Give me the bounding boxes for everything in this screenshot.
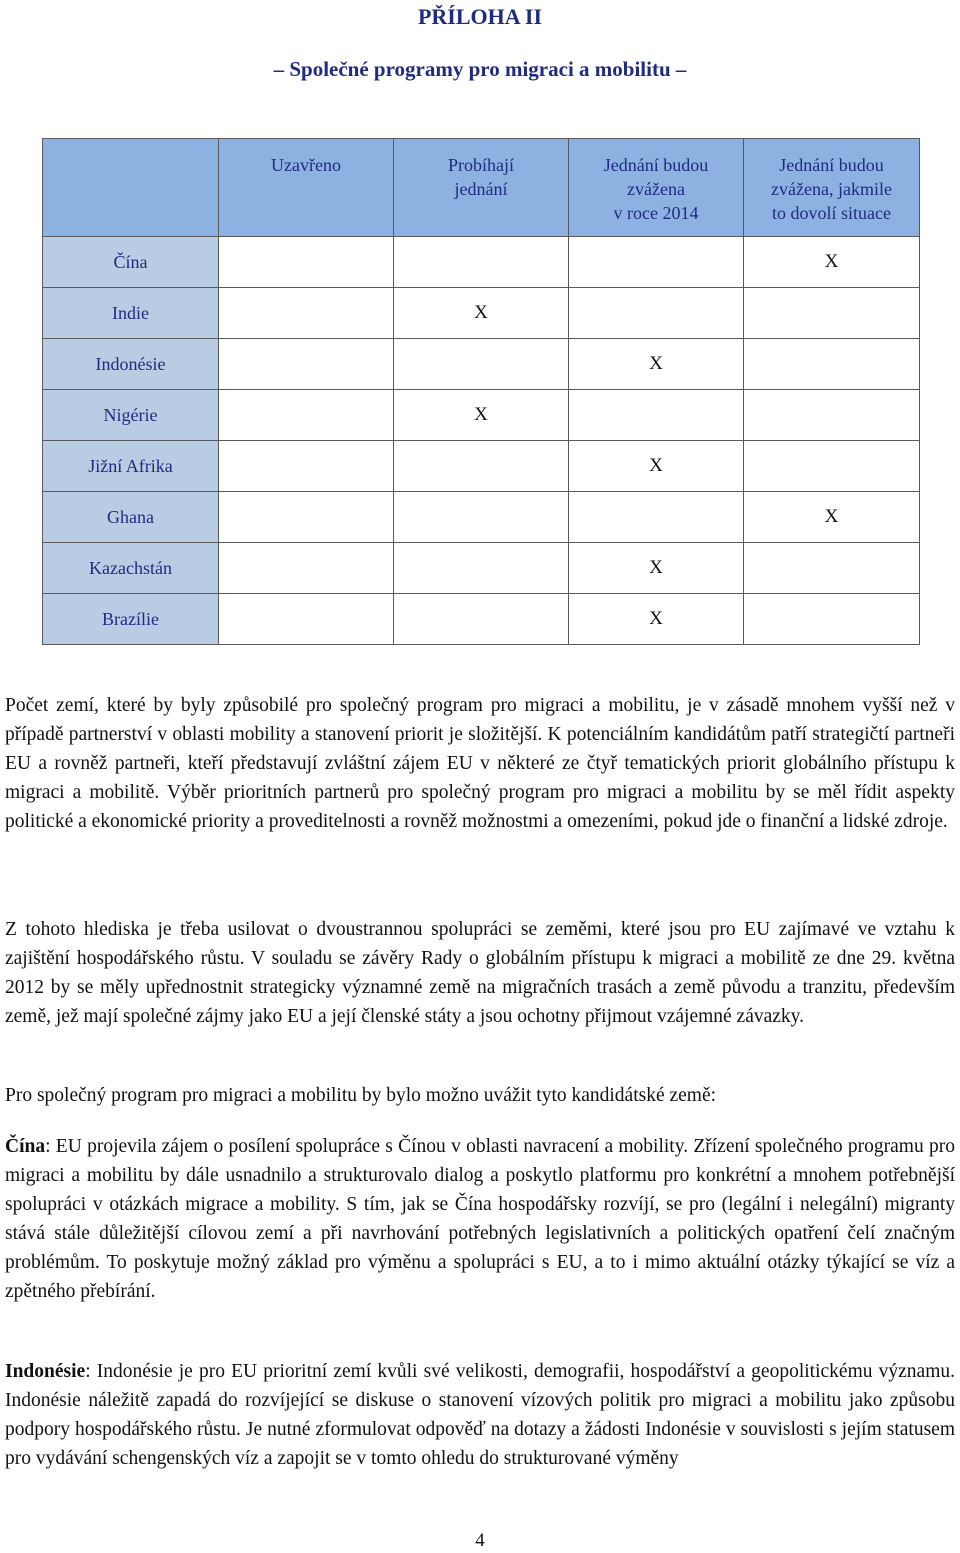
country-cell: Ghana xyxy=(43,492,219,543)
annex-subtitle: – Společné programy pro migraci a mobilitu – xyxy=(273,57,687,81)
status-cell xyxy=(219,594,394,645)
status-cell xyxy=(394,492,569,543)
status-cell xyxy=(744,339,920,390)
status-cell: X xyxy=(394,288,569,339)
status-cell xyxy=(394,441,569,492)
status-cell xyxy=(569,492,744,543)
status-cell xyxy=(569,288,744,339)
table-row xyxy=(43,492,920,543)
country-cell: Nigérie xyxy=(43,390,219,441)
table-row xyxy=(43,543,920,594)
paragraph: Z tohoto hlediska je třeba usilovat o dvoustrannou spolupráci se zeměmi, které jsou pro EU zajímavé ve vztahu k zajištění hospodářského růstu. V souladu se závěry Rady o globálním přístupu k migraci a mobilitě ze dne 29. května 2012 by se měly upřednostnit strategicky významné země na migračních trasách a země původu a tranzitu, především země, jež mají společné zájmy jako EU a její členské státy a jsou ochotny přijmout vzájemné závazky. xyxy=(5,919,955,1027)
page-number: 4 xyxy=(475,1530,485,1551)
status-cell xyxy=(569,390,744,441)
status-cell xyxy=(219,339,394,390)
paragraph-lead: Čína xyxy=(5,1136,46,1157)
paragraph-lead: Indonésie xyxy=(5,1361,86,1382)
paragraph-china xyxy=(5,1132,955,1306)
annex-title: PŘÍLOHA II xyxy=(417,4,543,29)
column-header: Uzavřeno xyxy=(219,139,394,237)
status-cell: X xyxy=(744,237,920,288)
paragraph-body: : EU projevila zájem o posílení spolupráce s Čínou v oblasti navracení a mobility. Zřízení společného programu pro migraci a mobilitu by dále usnadnilo a strukturovalo dialog a poskytlo platformu pro konkrétní a mnohem potřebnější spolupráci v otázkách migrace a mobility. S tím, jak se Čína hospodářsky rozvíjí, se pro (legální i nelegální) migranty stává stále důležitější cílovou zemí a při navrhování potřebných legislativních a politických opatření čelí značným problémům. To poskytuje možný základ pro výměnu a spolupráci s EU, a to i mimo aktuální otázky týkající se víz a zpětného přebírání. xyxy=(5,1136,955,1302)
status-cell xyxy=(219,492,394,543)
table-row xyxy=(43,339,920,390)
table-row xyxy=(43,390,920,441)
status-cell xyxy=(569,237,744,288)
status-cell xyxy=(744,594,920,645)
table-header-row xyxy=(43,139,920,237)
status-cell: X xyxy=(569,441,744,492)
country-cell: Brazílie xyxy=(43,594,219,645)
column-header: Jednání budou zvážena v roce 2014 xyxy=(569,139,744,237)
status-cell: X xyxy=(744,492,920,543)
country-cell: Jižní Afrika xyxy=(43,441,219,492)
column-header: Jednání budou zvážena, jakmile to dovolí situace xyxy=(744,139,920,237)
paragraph: Počet zemí, které by byly způsobilé pro společný program pro migraci a mobilitu, je v zásadě mnohem vyšší než v případě partnerství v oblasti mobility a stanovení priorit je složitější. K potenciálním kandidátům patří strategičtí partneři EU a rovněž partneři, kteří představují zvláštní zájem EU v některé ze čtyř tematických priorit globálního přístupu k migraci a mobilitě. Výběr prioritních partnerů pro společný program pro migraci a mobilitu by se měl řídit aspekty politické a ekonomické priority a proveditelnosti a rovněž možnostmi a omezeními, pokud jde o finanční a lidské zdroje. xyxy=(5,695,955,832)
paragraph-indonesia xyxy=(5,1357,955,1473)
paragraph: Pro společný program pro migraci a mobilitu by bylo možno uvážit tyto kandidátské země: xyxy=(5,1085,717,1106)
status-cell xyxy=(744,288,920,339)
status-cell xyxy=(394,543,569,594)
country-cell: Indonésie xyxy=(43,339,219,390)
paragraph-body: : Indonésie je pro EU prioritní zemí kvůli své velikosti, demografii, hospodářství a geopolitickému významu. Indonésie náležitě zapadá do rozvíjející se diskuse o stanovení vízových politik pro migraci a mobilitu jako způsobu podpory hospodářského růstu. Je nutné zformulovat odpověď na dotazy a žádosti Indonésie v souvislosti s jejím statusem pro vydávání schengenských víz a zapojit se v tomto ohledu do strukturované výměny xyxy=(5,1361,955,1469)
status-cell xyxy=(219,441,394,492)
status-cell: X xyxy=(569,339,744,390)
status-cell xyxy=(394,594,569,645)
table-row xyxy=(43,288,920,339)
column-header: Probíhají jednání xyxy=(394,139,569,237)
programs-table xyxy=(42,138,920,645)
table-row xyxy=(43,237,920,288)
status-cell xyxy=(219,237,394,288)
status-cell xyxy=(394,339,569,390)
country-cell: Indie xyxy=(43,288,219,339)
table-corner-cell xyxy=(43,139,219,237)
status-cell: X xyxy=(569,543,744,594)
status-cell xyxy=(219,288,394,339)
status-cell: X xyxy=(394,390,569,441)
status-cell xyxy=(744,441,920,492)
country-cell: Kazachstán xyxy=(43,543,219,594)
status-cell xyxy=(744,390,920,441)
status-cell xyxy=(394,237,569,288)
status-cell xyxy=(744,543,920,594)
table-row xyxy=(43,594,920,645)
status-cell: X xyxy=(569,594,744,645)
table-row xyxy=(43,441,920,492)
country-cell: Čína xyxy=(43,237,219,288)
status-cell xyxy=(219,390,394,441)
status-cell xyxy=(219,543,394,594)
